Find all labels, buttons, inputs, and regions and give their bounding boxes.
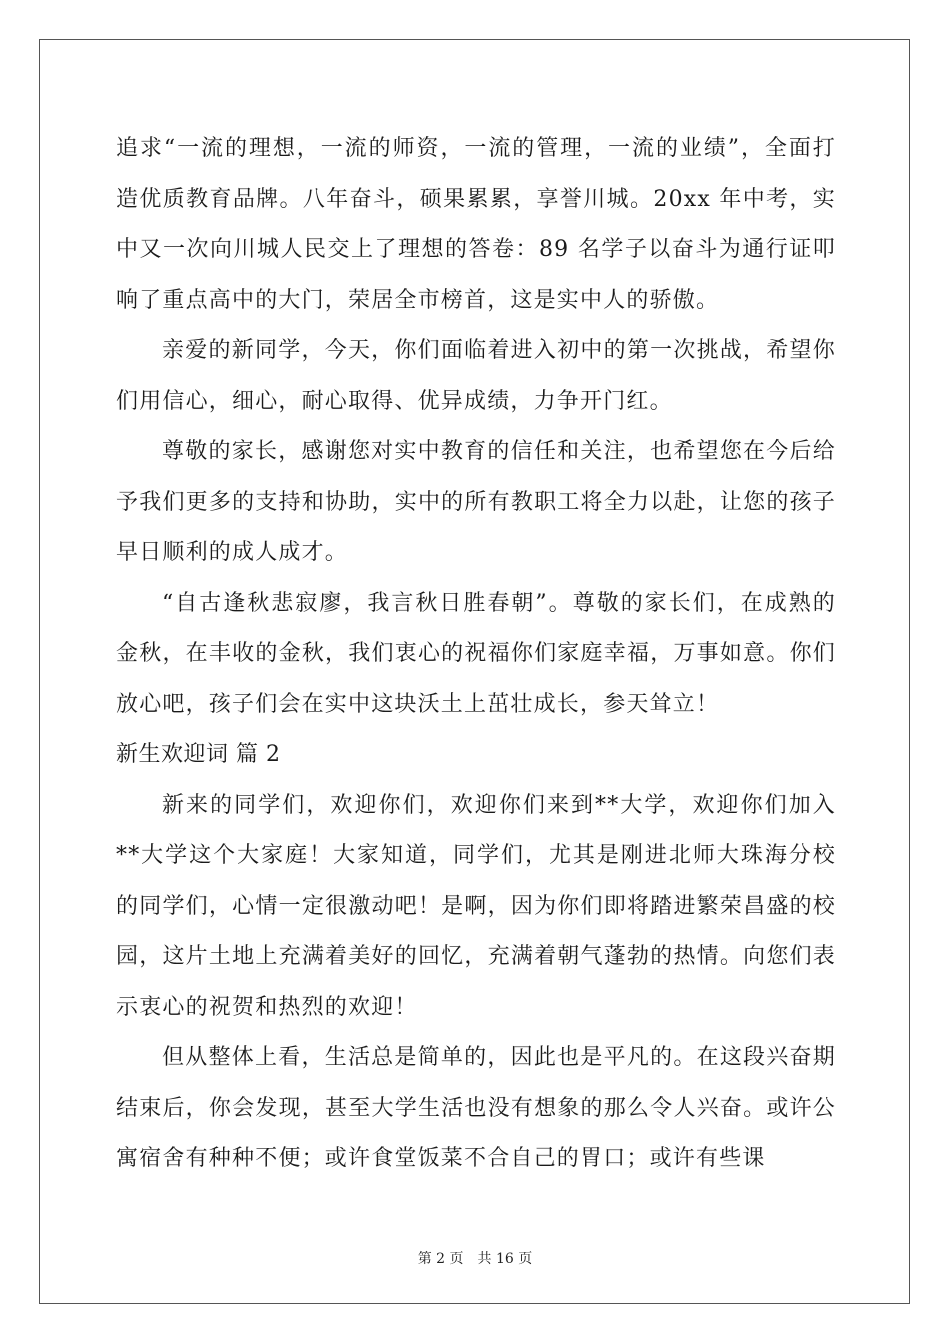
page-footer [0, 1248, 950, 1268]
paragraph-1: 追求“一流的理想，一流的师资，一流的管理，一流的业绩”，全面打造优质教育品牌。八年奋斗，硕果累累，享誉川城。20xx 年中考，实中又一次向川城人民交上了理想的答卷：89 名学子以奋斗为通行证叩响了重点高中的大门，荣居全市榜首，这是实中人的骄傲。 [116, 136, 836, 313]
paragraph-2: 亲爱的新同学，今天，你们面临着进入初中的第一次挑战，希望你们用信心，细心，耐心取得、优异成绩，力争开门红。 [116, 338, 836, 414]
document-body [116, 124, 836, 1185]
page-total: 共 16 页 [477, 1251, 533, 1267]
section-heading: 新生欢迎词 篇 2 [116, 742, 281, 767]
paragraph-6: 但从整体上看，生活总是简单的，因此也是平凡的。在这段兴奋期结束后，你会发现，甚至大学生活也没有想象的那么令人兴奋。或许公寓宿舍有种种不便；或许食堂饭菜不合自己的胃口；或许有些课 [116, 1045, 836, 1171]
page-number: 第 2 页 [417, 1251, 464, 1267]
paragraph-4: “自古逢秋悲寂廖，我言秋日胜春朝”。尊敬的家长们，在成熟的金秋，在丰收的金秋，我们衷心的祝福你们家庭幸福，万事如意。你们放心吧，孩子们会在实中这块沃土上茁壮成长，参天耸立！ [116, 590, 836, 717]
paragraph-3: 尊敬的家长，感谢您对实中教育的信任和关注，也希望您在今后给予我们更多的支持和协助，实中的所有教职工将全力以赴，让您的孩子早日顺利的成人成才。 [116, 439, 836, 565]
paragraph-5: 新来的同学们，欢迎你们，欢迎你们来到**大学，欢迎你们加入**大学这个大家庭！大家知道，同学们，尤其是刚进北师大珠海分校的同学们，心情一定很激动吧！是啊，因为你们即将踏进繁荣昌盛的校园，这片土地上充满着美好的回忆，充满着朝气蓬勃的热情。向您们表示衷心的祝贺和热烈的欢迎！ [116, 792, 836, 1020]
